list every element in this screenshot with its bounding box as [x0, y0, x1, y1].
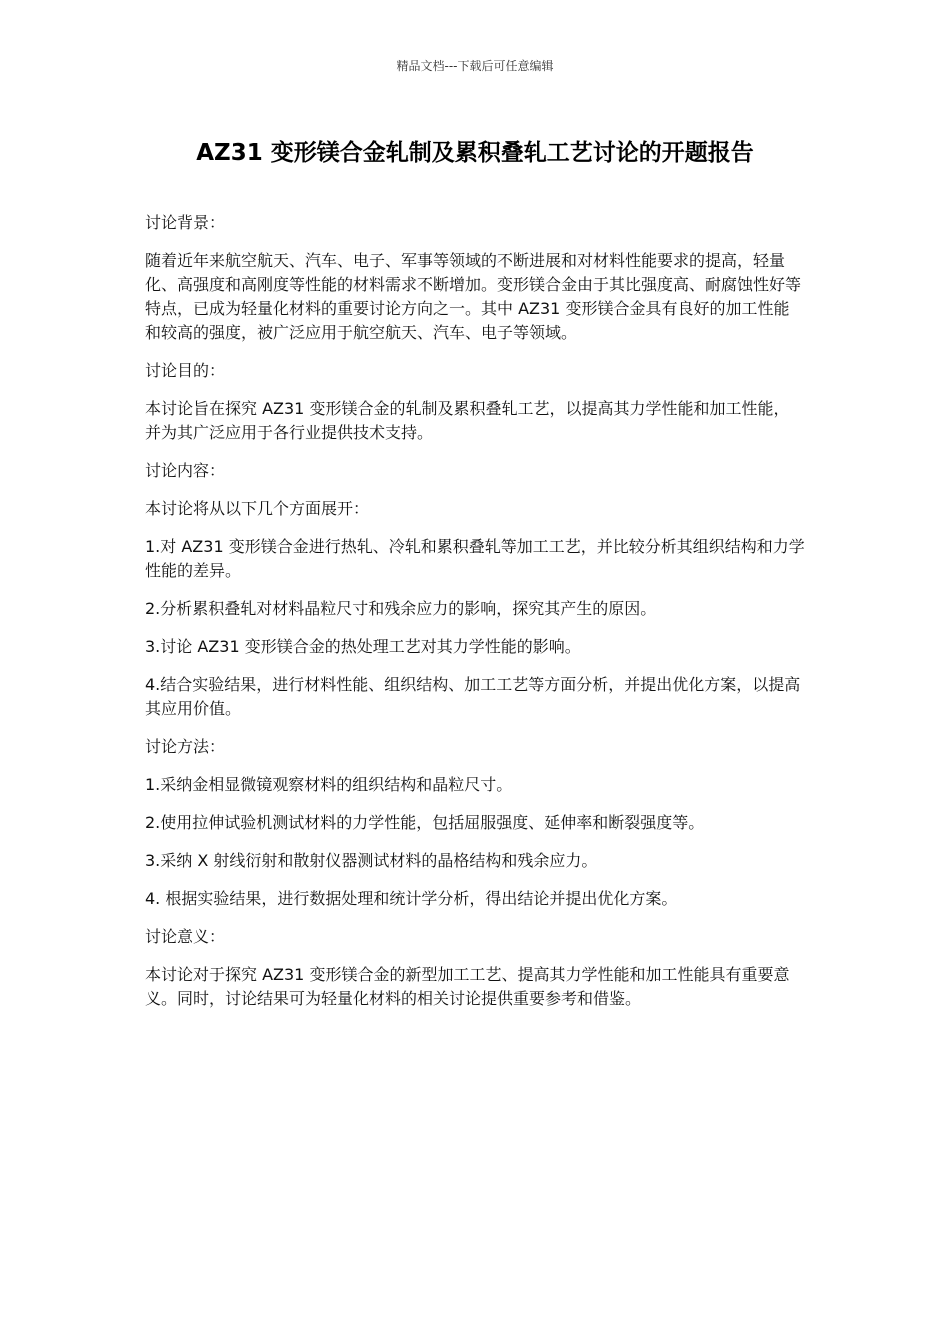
- section-heading-significance: 讨论意义：: [145, 927, 226, 946]
- method-item-2: 2.使用拉伸试验机测试材料的力学性能，包括屈服强度、延伸率和断裂强度等。: [145, 813, 705, 832]
- method-item-4: 4. 根据实验结果，进行数据处理和统计学分析，得出结论并提出优化方案。: [145, 889, 678, 908]
- content-item-3: 3.讨论 AZ31 变形镁合金的热处理工艺对其力学性能的影响。: [145, 637, 581, 656]
- paragraph-significance: 本讨论对于探究 AZ31 变形镁合金的新型加工工艺、提高其力学性能和加工性能具有重要意义。同时，讨论结果可为轻量化材料的相关讨论提供重要参考和借鉴。: [145, 965, 790, 1008]
- content-item-2: 2.分析累积叠轧对材料晶粒尺寸和残余应力的影响，探究其产生的原因。: [145, 599, 657, 618]
- paragraph-background: 随着近年来航空航天、汽车、电子、军事等领域的不断进展和对材料性能要求的提高，轻量化、高强度和高刚度等性能的材料需求不断增加。变形镁合金由于其比强度高、耐腐蚀性好等特点，已成为轻量化材料的重要讨论方向之一。其中 AZ31 变形镁合金具有良好的加工性能和较高的强度，被广泛应用于航空航天、汽车、电子等领域。: [145, 251, 802, 342]
- document-title: AZ31 变形镁合金轧制及累积叠轧工艺讨论的开题报告: [196, 140, 754, 166]
- header-note: 精品文档---下载后可任意编辑: [396, 59, 554, 73]
- paragraph-purpose: 本讨论旨在探究 AZ31 变形镁合金的轧制及累积叠轧工艺，以提高其力学性能和加工性能，并为其广泛应用于各行业提供技术支持。: [145, 399, 790, 442]
- paragraph-content-intro: 本讨论将从以下几个方面展开：: [145, 499, 370, 518]
- method-item-1: 1.采纳金相显微镜观察材料的组织结构和晶粒尺寸。: [145, 775, 513, 794]
- section-heading-method: 讨论方法：: [145, 737, 226, 756]
- section-heading-background: 讨论背景：: [145, 213, 226, 232]
- section-heading-content: 讨论内容：: [145, 461, 226, 480]
- method-item-3: 3.采纳 X 射线衍射和散射仪器测试材料的晶格结构和残余应力。: [145, 851, 598, 870]
- document-body: [145, 211, 805, 1025]
- content-item-4: 4.结合实验结果，进行材料性能、组织结构、加工工艺等方面分析，并提出优化方案，以提高其应用价值。: [145, 675, 801, 718]
- section-heading-purpose: 讨论目的：: [145, 361, 226, 380]
- content-item-1: 1.对 AZ31 变形镁合金进行热轧、冷轧和累积叠轧等加工工艺，并比较分析其组织结构和力学性能的差异。: [145, 537, 805, 580]
